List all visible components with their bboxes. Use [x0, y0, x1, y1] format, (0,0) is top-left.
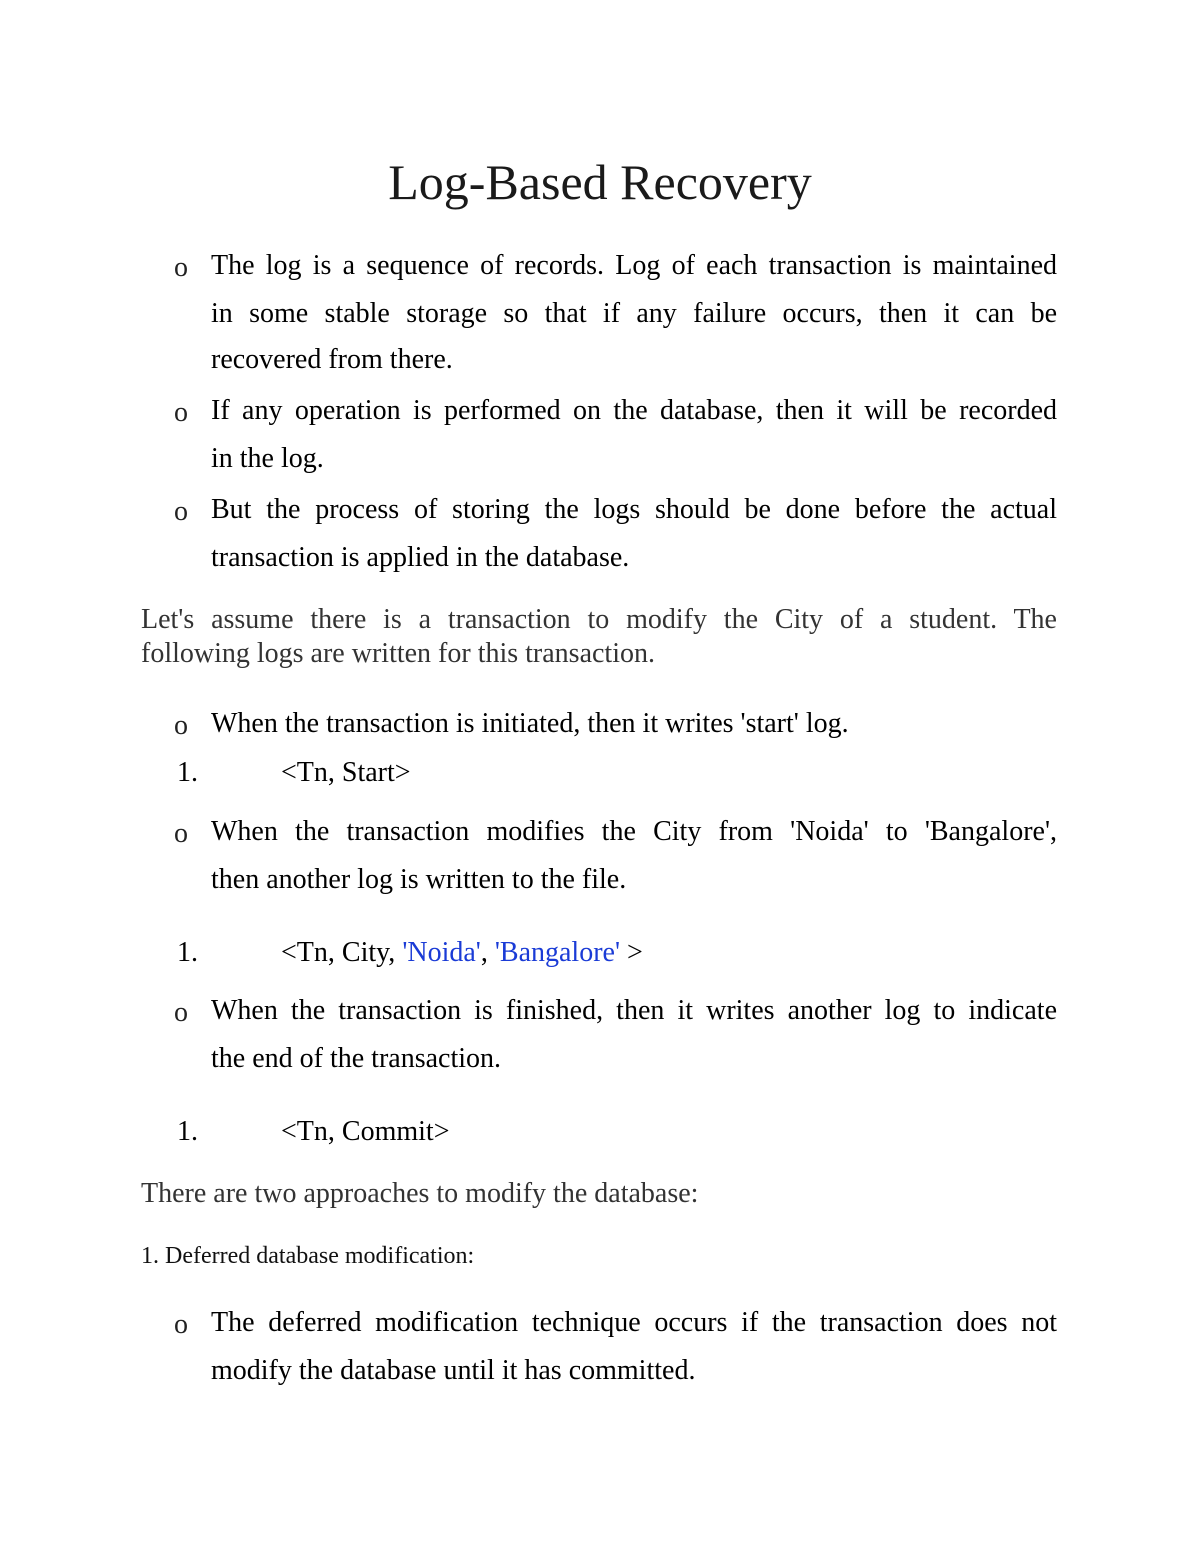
bullet-icon: o [174, 710, 188, 741]
bullet-icon: o [174, 997, 188, 1028]
list-item-line: modify the database until it has committed. [211, 1355, 696, 1386]
bullet-icon: o [174, 496, 188, 527]
paragraph-line: There are two approaches to modify the database: [141, 1178, 699, 1209]
log-entry-number: 1. [177, 757, 198, 788]
paragraph-line: Let's assume there is a transaction to modify the City of a student. The [141, 604, 1057, 635]
page-title: Log-Based Recovery [388, 154, 812, 210]
list-item [211, 987, 1057, 1083]
list-item-line: recovered from there. [211, 344, 453, 375]
list-item-line: The deferred modification technique occurs if the transaction does not [211, 1307, 1057, 1338]
log-entry-prefix: <Tn, City, [281, 937, 403, 968]
list-item [211, 387, 1057, 483]
bullet-icon: o [174, 1309, 188, 1340]
paragraph-line: following logs are written for this transaction. [141, 638, 655, 669]
list-item-line: When the transaction modifies the City from 'Noida' to 'Bangalore', [211, 816, 1057, 847]
bullet-icon: o [174, 397, 188, 428]
log-entry-start: <Tn, Start> [281, 757, 411, 788]
list-item-line: the end of the transaction. [211, 1043, 502, 1074]
list-item-line: The log is a sequence of records. Log of each transaction is maintained [211, 250, 1057, 281]
log-entry-suffix: > [620, 937, 643, 968]
log-entry-city-update [281, 935, 643, 971]
approaches-paragraph [141, 1177, 1057, 1211]
list-item-line: then another log is written to the file. [211, 864, 627, 895]
list-item-line: But the process of storing the logs should be done before the actual [211, 494, 1057, 525]
list-item [211, 486, 1057, 582]
bullet-icon: o [174, 252, 188, 283]
log-entry-number: 1. [177, 1116, 198, 1147]
log-entry-commit: <Tn, Commit> [281, 1116, 450, 1147]
old-value: 'Noida' [402, 937, 481, 968]
list-item-line: When the transaction is finished, then it writes another log to indicate [211, 995, 1057, 1026]
list-item [211, 242, 1057, 382]
list-item-line: in some stable storage so that if any failure occurs, then it can be [211, 298, 1057, 329]
intro-paragraph [141, 603, 1057, 671]
log-entry-separator: , [480, 937, 495, 968]
list-item-line: When the transaction is initiated, then it writes 'start' log. [211, 708, 849, 739]
list-item-line: in the log. [211, 443, 324, 474]
list-item [211, 1299, 1057, 1395]
bullet-icon: o [174, 818, 188, 849]
log-entry-number: 1. [177, 937, 198, 968]
list-item-line: transaction is applied in the database. [211, 542, 630, 573]
section-heading: 1. Deferred database modification: [141, 1243, 475, 1269]
new-value: 'Bangalore' [494, 937, 620, 968]
list-item [211, 700, 1057, 748]
list-item [211, 808, 1057, 904]
list-item-line: If any operation is performed on the database, then it will be recorded [211, 395, 1057, 426]
